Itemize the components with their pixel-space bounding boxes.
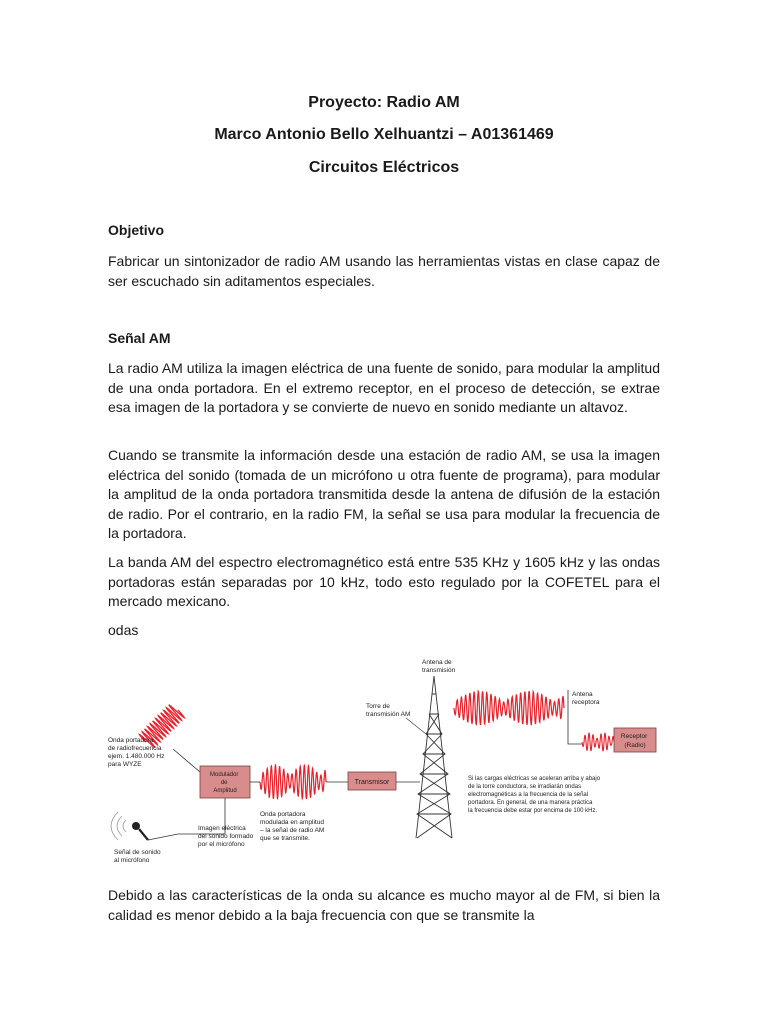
paragraph-closing: Debido a las características de la onda su alcance es mucho mayor al de FM, si bien la calidad es menor debido a la baja frecuencia con que se transmite la [108, 887, 660, 923]
doc-course: Circuitos Eléctricos [308, 159, 460, 176]
doc-title: Proyecto: Radio AM [308, 94, 460, 111]
radiated-wave-graphic [454, 691, 564, 725]
sound-signal-label: Señal de sonido al micrófono [114, 849, 161, 864]
modulated-wave-graphic [260, 765, 326, 799]
carrier-label: Onda portadora de radiofrecuencia ejem. 1.480.000 Hz para WYZE [108, 737, 165, 768]
paragraph-senal-2: Cuando se transmite la información desde una estación de radio AM, se usa la imagen eléctrica del sonido (tomada de un micrófono u otra fuente de programa), para modular la amplitud de la onda portadora transmitida desde la antena de difusión de la estación de radio. Por el contrario, en la radio FM, la señal se usa para modular la frecuencia de la portadora. [108, 447, 660, 541]
doc-author: Marco Antonio Bello Xelhuantzi – A01361469 [214, 126, 554, 143]
modulated-wave-label: Onda portadora modulada en amplitud – la señal de radio AM que se transmite. [260, 811, 325, 842]
receiver-label: Receptor (Radio) [620, 733, 648, 749]
received-wave-graphic [582, 733, 614, 751]
microphone-icon [111, 812, 148, 840]
paragraph-senal-3: La banda AM del espectro electromagnético está entre 535 KHz y 1605 kHz y las ondas portadoras están separadas por 10 kHz, todo esto regulado por la COFETEL para el mercado mexicano. [108, 554, 660, 609]
electric-image-label: Imagen eléctrica del sonido formado por el micrófono [198, 825, 254, 848]
rx-antenna-label: Antena receptora [572, 691, 600, 706]
explanation-text: Si las cargas eléctricas se aceleran arriba y abajo de la torre conductora, se irradiarán ondas electromagnéticas a la frecuencia de la señal portadora. En general, de una manera práctica la frecuencia debe estar por encima de 100 kHz. [468, 776, 601, 814]
paragraph-senal-4: odas [108, 622, 139, 638]
carrier-arrow [173, 749, 200, 772]
paragraph-objetivo: Fabricar un sintonizador de radio AM usando las herramientas vistas en clase capaz de ser escuchado sin aditamentos especiales. [108, 253, 660, 289]
modulator-label: Modulador de Amplitud [209, 772, 239, 794]
transmitter-label: Transmisor [354, 779, 390, 786]
tower-label: Torre de transmisión AM [366, 703, 411, 718]
transmission-tower [416, 676, 452, 838]
heading-senal-am: Señal AM [108, 330, 171, 346]
tx-antenna-label: Antena de transmisión [422, 659, 456, 674]
paragraph-senal-1: La radio AM utiliza la imagen eléctrica de una fuente de sonido, para modular la amplitud de una onda portadora. En el extremo receptor, en el proceso de detección, se extrae esa imagen de la portadora y se convierte de nuevo en sonido mediante un altavoz. [108, 360, 660, 415]
am-transmission-diagram [108, 654, 668, 874]
heading-objetivo: Objetivo [108, 222, 165, 238]
